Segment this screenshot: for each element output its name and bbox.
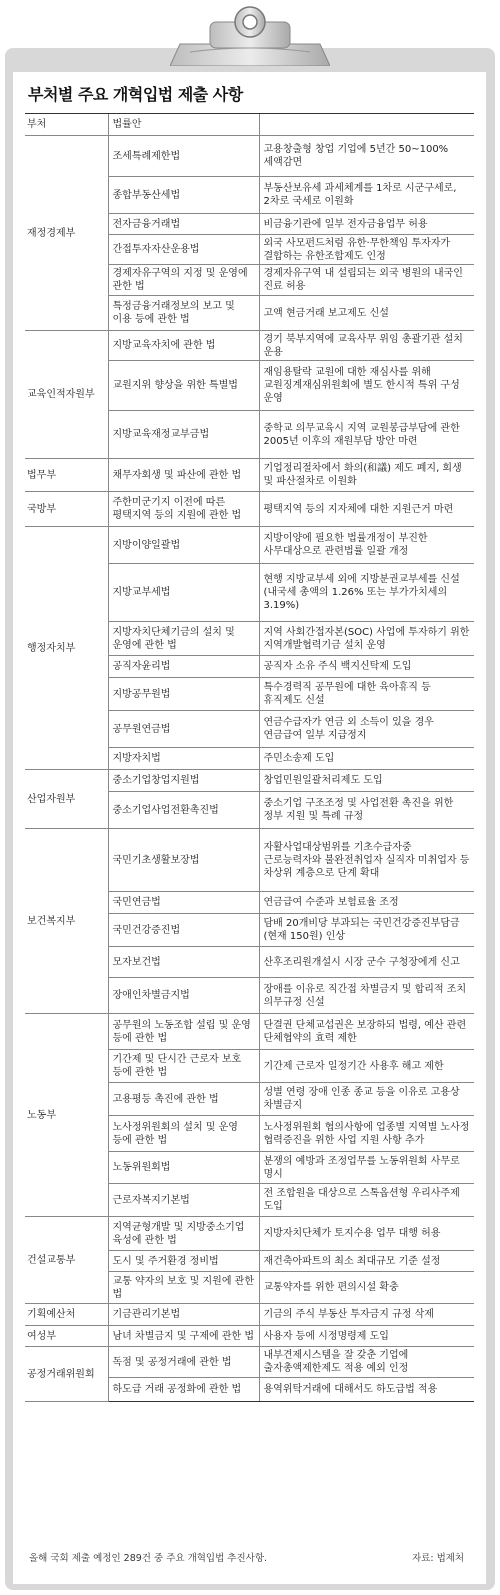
law-cell: 종합부동산세법	[108, 177, 259, 214]
content-cell: 경제자유구역 내 설립되는 외국 병원의 내국인 진료 허용	[259, 265, 474, 296]
content-cell: 지방이양에 필요한 법률개정이 부진한 사무대상으로 관련법률 일괄 개정	[259, 527, 474, 564]
law-cell: 공무원연금법	[108, 711, 259, 748]
content-cell: 내부견제시스템을 잘 갖춘 기업에 출자총액제한제도 적용 예외 인정	[259, 1347, 474, 1378]
law-cell: 국민연금법	[108, 892, 259, 914]
law-cell: 공직자윤리법	[108, 656, 259, 678]
content-cell: 노사정위원회 협의사항에 업종별 지역별 노사정 협력증진을 위한 사업 지원 사항 추가	[259, 1116, 474, 1152]
header-content	[259, 114, 474, 136]
law-cell: 모자보건법	[108, 947, 259, 978]
content-cell: 주민소송제 도입	[259, 748, 474, 770]
table-row	[25, 829, 474, 892]
law-cell: 지방교육재정교부금법	[108, 411, 259, 459]
page-title: 부처별 주요 개혁입법 제출 사항	[28, 85, 243, 104]
law-cell: 국민건강증진법	[108, 914, 259, 947]
dept-cell: 행정자치부	[25, 527, 108, 770]
content-cell: 경기 북부지역에 교육사무 위임 총괄기관 설치 운용	[259, 331, 474, 361]
law-cell: 노동위원회법	[108, 1152, 259, 1184]
content-cell: 고액 현금거래 보고제도 신설	[259, 296, 474, 331]
table-row	[25, 1014, 474, 1050]
content-cell: 부동산보유세 과세체계를 1차로 시군구세로, 2차로 국세로 이원화	[259, 177, 474, 214]
content-cell: 현행 지방교부세 외에 지방분권교부세를 신설(내국세 총액의 1.26% 또는 부가가치세의 3.19%)	[259, 564, 474, 622]
content-cell: 지역 사회간접자본(SOC) 사업에 투자하기 위한 지역개발협력기금 설치 운영	[259, 622, 474, 656]
table-row	[25, 492, 474, 527]
law-cell: 지방자치법	[108, 748, 259, 770]
law-cell: 지방교부세법	[108, 564, 259, 622]
content-cell: 전 조합원을 대상으로 스톡옵션형 우리사주제 도입	[259, 1184, 474, 1217]
content-cell: 단결권 단체교섭권은 보장하되 법령, 예산 관련 단체협약의 효력 제한	[259, 1014, 474, 1050]
law-cell: 기금관리기본법	[108, 1304, 259, 1326]
law-cell: 특정금융거래정보의 보고 및 이용 등에 관한 법	[108, 296, 259, 331]
footnote: 올해 국회 제출 예정인 289건 중 주요 개혁입법 추진사항.	[29, 1553, 268, 1564]
dept-cell: 보건복지부	[25, 829, 108, 1014]
law-cell: 조세특례제한법	[108, 136, 259, 177]
content-cell: 고용창출형 창업 기업에 5년간 50~100% 세액감면	[259, 136, 474, 177]
content-cell: 산후조리원개설시 시장 군수 구청장에게 신고	[259, 947, 474, 978]
dept-cell: 여성부	[25, 1326, 108, 1347]
content-cell: 자활사업대상범위를 기초수급자중 근로능력자와 불완전취업자 실직자 미취업자 등 차상위 계층으로 단계 확대	[259, 829, 474, 892]
law-cell: 주한미군기지 이전에 따른 평택지역 등의 지원에 관한 법	[108, 492, 259, 527]
table-row	[25, 1304, 474, 1326]
content-cell: 재임용탈락 교원에 대한 재심사를 위해 교원징계재심위원회에 별도 한시적 특위 구성 운영	[259, 361, 474, 411]
law-cell: 지방이양일괄법	[108, 527, 259, 564]
content-cell: 중소기업 구조조정 및 사업전환 촉진을 위한 정부 지원 및 특례 규정	[259, 792, 474, 829]
content-cell: 창업민원일괄처리제도 도입	[259, 770, 474, 792]
dept-cell: 재정경제부	[25, 136, 108, 331]
law-cell: 지방공무원법	[108, 678, 259, 711]
law-cell: 교원지위 향상을 위한 특별법	[108, 361, 259, 411]
dept-cell: 산업자원부	[25, 770, 108, 829]
header-law: 법률안	[108, 114, 259, 136]
law-cell: 지방자치단체기금의 설치 및 운영에 관한 법	[108, 622, 259, 656]
table-row	[25, 136, 474, 177]
reform-bill-table	[25, 113, 474, 1402]
source-credit: 자료: 법제처	[412, 1553, 465, 1564]
law-cell: 교통 약자의 보호 및 지원에 관한 법	[108, 1272, 259, 1304]
table-row	[25, 459, 474, 492]
binder-clip-icon	[170, 4, 330, 66]
law-cell: 중소기업창업지원법	[108, 770, 259, 792]
law-cell: 중소기업사업전환촉진법	[108, 792, 259, 829]
content-cell: 장애를 이유로 직간접 차별금지 및 합리적 조치 의무규정 신설	[259, 978, 474, 1014]
content-cell: 성별 연령 장애 인종 종교 등을 이유로 고용상 차별금지	[259, 1083, 474, 1116]
law-cell: 하도급 거래 공정화에 관한 법	[108, 1378, 259, 1402]
law-cell: 노사정위원회의 설치 및 운영 등에 관한 법	[108, 1116, 259, 1152]
content-cell: 기업정리절차에서 화의(和議) 제도 폐지, 회생 및 파산절차로 이원화	[259, 459, 474, 492]
table-row	[25, 1347, 474, 1378]
law-cell: 독점 및 공정거래에 관한 법	[108, 1347, 259, 1378]
dept-cell: 건설교통부	[25, 1217, 108, 1304]
law-cell: 공무원의 노동조합 설립 및 운영 등에 관한 법	[108, 1014, 259, 1050]
table-row	[25, 1217, 474, 1251]
content-cell: 재건축아파트의 최소 최대규모 기준 설정	[259, 1251, 474, 1272]
header-dept: 부처	[25, 114, 108, 136]
law-cell: 남녀 차별금지 및 구제에 관한 법	[108, 1326, 259, 1347]
content-cell: 기금의 주식 부동산 투자금지 규정 삭제	[259, 1304, 474, 1326]
dept-cell: 기획예산처	[25, 1304, 108, 1326]
content-cell: 기간제 근로자 일정기간 사용후 해고 제한	[259, 1050, 474, 1083]
law-cell: 지역균형개발 및 지방중소기업 육성에 관한 법	[108, 1217, 259, 1251]
content-cell: 비금융기관에 일부 전자금융업무 허용	[259, 214, 474, 235]
table-header-row	[25, 114, 474, 136]
content-cell: 용역위탁거래에 대해서도 하도급법 적용	[259, 1378, 474, 1402]
law-cell: 채무자회생 및 파산에 관한 법	[108, 459, 259, 492]
table-row	[25, 527, 474, 564]
content-cell: 평택지역 등의 지자체에 대한 지원근거 마련	[259, 492, 474, 527]
content-cell: 담배 20개비당 부과되는 국민건강증진부담금 (현재 150원) 인상	[259, 914, 474, 947]
law-cell: 고용평등 촉진에 관한 법	[108, 1083, 259, 1116]
content-cell: 연금급여 수준과 보험료율 조정	[259, 892, 474, 914]
law-cell: 장애인차별금지법	[108, 978, 259, 1014]
table-row	[25, 1326, 474, 1347]
content-cell: 특수경력직 공무원에 대한 육아휴직 등 휴직제도 신설	[259, 678, 474, 711]
law-cell: 기간제 및 단시간 근로자 보호 등에 관한 법	[108, 1050, 259, 1083]
law-cell: 국민기초생활보장법	[108, 829, 259, 892]
law-cell: 경제자유구역의 지정 및 운영에 관한 법	[108, 265, 259, 296]
content-cell: 분쟁의 예방과 조정업무를 노동위원회 사무로 명시	[259, 1152, 474, 1184]
content-cell: 연금수급자가 연금 외 소득이 있을 경우 연금급여 일부 지급정지	[259, 711, 474, 748]
content-cell: 공직자 소유 주식 백지신탁제 도입	[259, 656, 474, 678]
dept-cell: 교육인적자원부	[25, 331, 108, 459]
law-cell: 근로자복지기본법	[108, 1184, 259, 1217]
law-cell: 지방교육자치에 관한 법	[108, 331, 259, 361]
content-cell: 중학교 의무교육시 지역 교원봉급부담에 관한 2005년 이후의 재원부담 방안 마련	[259, 411, 474, 459]
law-cell: 전자금융거래법	[108, 214, 259, 235]
table-row	[25, 770, 474, 792]
content-cell: 교통약자를 위한 편의시설 확충	[259, 1272, 474, 1304]
table-row	[25, 331, 474, 361]
content-cell: 지방자치단체가 토지수용 업무 대행 허용	[259, 1217, 474, 1251]
dept-cell: 노동부	[25, 1014, 108, 1217]
dept-cell: 국방부	[25, 492, 108, 527]
dept-cell: 법무부	[25, 459, 108, 492]
law-cell: 도시 및 주거환경 정비법	[108, 1251, 259, 1272]
content-cell: 사용자 등에 시정명령제 도입	[259, 1326, 474, 1347]
law-cell: 간접투자자산운용법	[108, 235, 259, 265]
dept-cell: 공정거래위원회	[25, 1347, 108, 1402]
content-cell: 외국 사모펀드처럼 유한·무한책임 투자자가 결합하는 유한조합제도 인정	[259, 235, 474, 265]
